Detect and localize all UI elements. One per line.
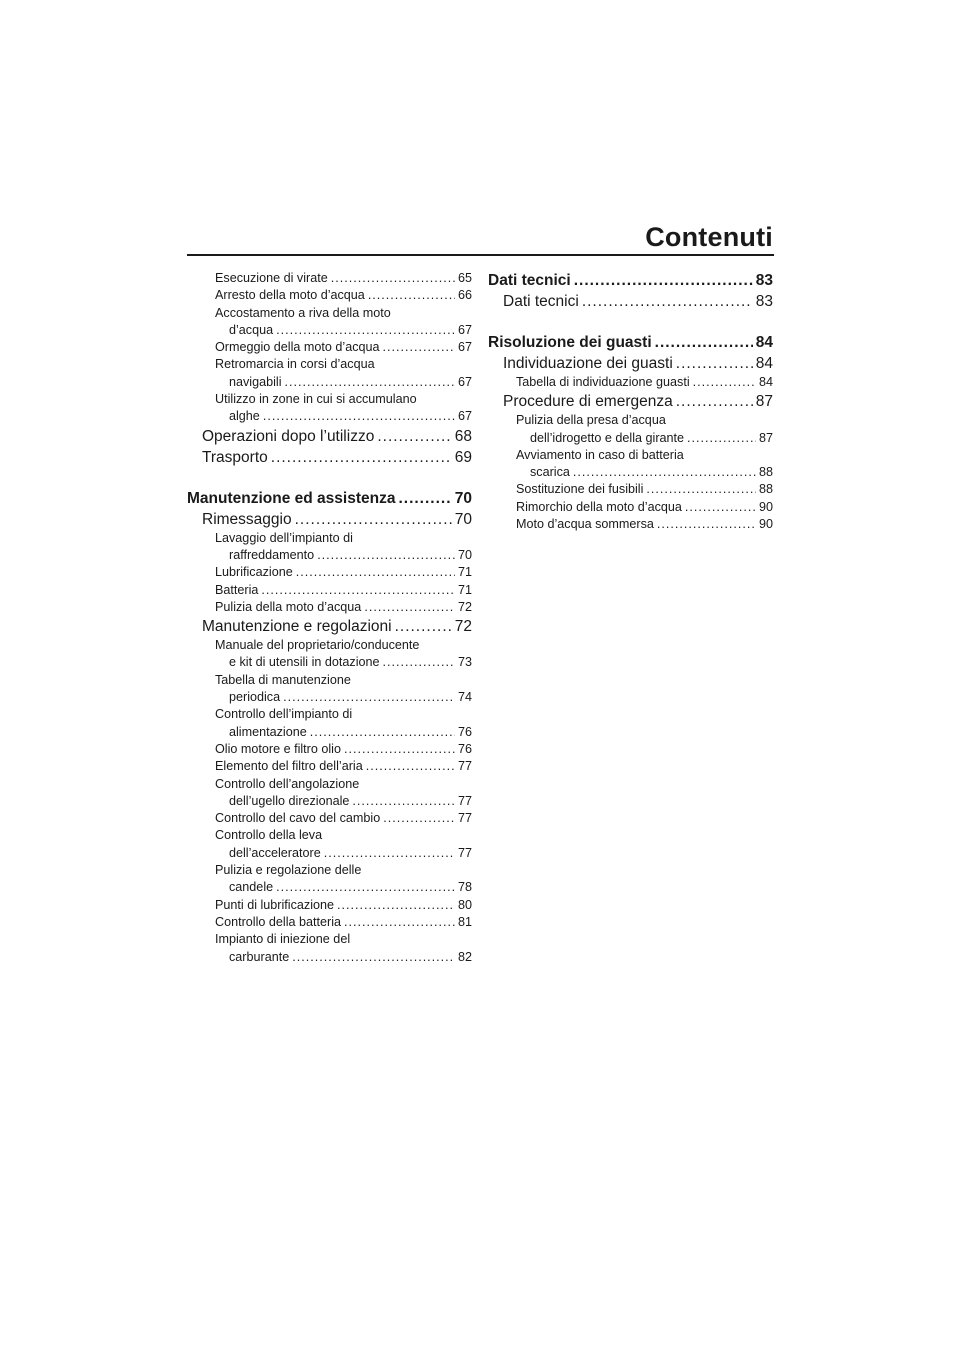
- toc-entry-page: 88: [758, 482, 773, 497]
- toc-entry-label: Procedure di emergenza: [503, 393, 673, 411]
- toc-entry[interactable]: [187, 427, 472, 447]
- toc-entry-label: navigabili: [229, 374, 282, 389]
- toc-entry-line: [215, 689, 472, 706]
- dot-leader: [364, 599, 455, 616]
- toc-entry-label: Operazioni dopo l’utilizzo: [202, 427, 375, 445]
- toc-entry-title-line: Manuale del proprietario/conducente: [215, 638, 420, 653]
- toc-entry-label: dell’ugello direzionale: [229, 793, 350, 808]
- toc-entry-page: 84: [755, 334, 773, 351]
- toc-entry-page: 87: [758, 430, 773, 445]
- toc-entry-line: [488, 332, 773, 353]
- toc-entry-title-line: Lavaggio dell’impianto di: [215, 530, 353, 545]
- toc-entry-line: [215, 270, 472, 287]
- toc-entry-title-line: Controllo dell’angolazione: [215, 776, 360, 791]
- toc-entry[interactable]: [187, 530, 472, 565]
- toc-entry-title-line: Pulizia della presa d’acqua: [516, 413, 666, 428]
- toc-entry-page: 87: [755, 393, 773, 411]
- toc-entry-label: Punti di lubrificazione: [215, 897, 335, 912]
- toc-entry-label: alghe: [229, 409, 260, 424]
- toc-entry[interactable]: [187, 914, 472, 931]
- dot-leader: [295, 510, 452, 530]
- toc-entry-title-line: Retromarcia in corsi d’acqua: [215, 357, 375, 372]
- toc-entry-line: [215, 845, 472, 862]
- toc-entry-line: [516, 464, 773, 481]
- toc-entry-label: scarica: [530, 465, 570, 480]
- dot-leader: [292, 949, 455, 966]
- toc-entry[interactable]: [488, 270, 773, 291]
- dot-leader: [366, 758, 455, 775]
- toc-entry[interactable]: [187, 672, 472, 707]
- toc-entry-line: [488, 270, 773, 291]
- toc-entry[interactable]: [187, 741, 472, 758]
- toc-entry-label: Batteria: [215, 582, 259, 597]
- toc-entry-title-line: Impianto di iniezione del: [215, 932, 351, 947]
- toc-entry-label: Dati tecnici: [503, 293, 579, 310]
- dot-leader: [582, 292, 753, 312]
- toc-entry-line: [215, 793, 472, 810]
- dot-leader: [573, 464, 756, 481]
- toc-entry-page: 90: [758, 499, 773, 514]
- toc-entry-line: [202, 510, 472, 530]
- dot-leader: [383, 339, 455, 356]
- toc-entry[interactable]: [488, 516, 773, 533]
- toc-entry[interactable]: [187, 897, 472, 914]
- dot-leader: [574, 270, 753, 291]
- dot-leader: [310, 724, 455, 741]
- toc-entry-page: 84: [758, 375, 773, 389]
- toc-entry-line: [215, 724, 472, 741]
- toc-entry-line: [215, 564, 472, 581]
- toc-entry-label: Arresto della moto d’acqua: [215, 288, 365, 303]
- toc-entry-label: Rimessaggio: [202, 510, 292, 528]
- toc-entry[interactable]: [488, 332, 773, 353]
- toc-entry[interactable]: [187, 448, 472, 468]
- toc-entry-page: 88: [758, 465, 773, 480]
- toc-entry-page: 67: [457, 409, 472, 424]
- toc-entry-page: 73: [457, 655, 472, 670]
- toc-entry-page: 77: [457, 759, 472, 774]
- dot-leader: [331, 270, 455, 287]
- dot-leader: [317, 547, 455, 564]
- toc-entry-page: 71: [457, 582, 472, 597]
- toc-entry-page: 69: [454, 448, 472, 466]
- toc-entry-page: 72: [457, 599, 472, 614]
- page-title: Contenuti: [645, 222, 773, 252]
- toc-entry[interactable]: [488, 392, 773, 412]
- toc-entry-label: Ormeggio della moto d’acqua: [215, 340, 380, 355]
- dot-leader: [352, 793, 455, 810]
- toc-entry[interactable]: [488, 354, 773, 374]
- toc-entry-page: 76: [457, 741, 472, 756]
- dot-leader: [383, 654, 455, 671]
- title-divider: [187, 254, 774, 256]
- toc-entry-page: 72: [454, 618, 472, 636]
- toc-entry[interactable]: [488, 374, 773, 391]
- dot-leader: [344, 914, 455, 931]
- toc-entry-label: Pulizia della moto d’acqua: [215, 599, 362, 614]
- toc-entry-label: Controllo del cavo del cambio: [215, 811, 381, 826]
- toc-entry-line: [202, 448, 472, 468]
- toc-entry[interactable]: [488, 481, 773, 498]
- toc-entry-line: [215, 374, 472, 391]
- toc-entry-line: [215, 547, 472, 564]
- toc-entry-title-line: Controllo della leva: [215, 828, 323, 843]
- toc-entry[interactable]: [187, 617, 472, 637]
- toc-entry-label: Moto d’acqua sommersa: [516, 517, 654, 532]
- toc-entry-label: Lubrificazione: [215, 565, 293, 580]
- toc-entry-label: Manutenzione ed assistenza: [187, 489, 396, 507]
- dot-leader: [395, 617, 452, 637]
- dot-leader: [324, 845, 455, 862]
- toc-entry[interactable]: [187, 827, 472, 862]
- toc-entry-page: 84: [755, 355, 773, 372]
- toc-entry-line: [516, 499, 773, 516]
- dot-leader: [383, 810, 455, 827]
- toc-entry[interactable]: [187, 564, 472, 581]
- toc-entry-label: d’acqua: [229, 322, 274, 337]
- dot-leader: [685, 499, 756, 516]
- toc-entry[interactable]: [187, 488, 472, 509]
- toc-entry-label: Olio motore e filtro olio: [215, 741, 341, 756]
- toc-entry-label: Individuazione dei guasti: [503, 355, 673, 372]
- toc-entry-title-line: Avviamento in caso di batteria: [516, 447, 684, 462]
- toc-entry-page: 90: [758, 517, 773, 532]
- toc-entry[interactable]: [187, 582, 472, 599]
- toc-entry-page: 70: [457, 547, 472, 562]
- toc-entry-line: [215, 654, 472, 671]
- toc-entry[interactable]: [187, 776, 472, 811]
- dot-leader: [676, 354, 753, 374]
- toc-entry-page: 68: [454, 427, 472, 445]
- toc-entry-title-line: Accostamento a riva della moto: [215, 305, 391, 320]
- toc-entry[interactable]: [187, 270, 472, 287]
- dot-leader: [687, 430, 756, 447]
- toc-entry[interactable]: [187, 287, 472, 304]
- toc-entry-line: [215, 741, 472, 758]
- toc-entry-line: [516, 430, 773, 447]
- dot-leader: [337, 897, 455, 914]
- toc-entry[interactable]: [187, 931, 472, 966]
- dot-leader: [263, 408, 455, 425]
- toc-entry[interactable]: [187, 758, 472, 775]
- toc-entry-label: Trasporto: [202, 448, 268, 466]
- toc-entry-label: periodica: [229, 690, 281, 705]
- dot-leader: [283, 689, 455, 706]
- toc-entry[interactable]: [187, 305, 472, 340]
- toc-entry-label: Manutenzione e regolazioni: [202, 618, 392, 636]
- dot-leader: [285, 374, 455, 391]
- toc-entry-line: [503, 292, 773, 312]
- dot-leader: [368, 287, 455, 304]
- toc-entry[interactable]: [488, 292, 773, 312]
- toc-entry-label: Tabella di individuazione guasti: [516, 375, 690, 389]
- toc-entry-page: 65: [457, 271, 472, 285]
- toc-entry-label: Controllo della batteria: [215, 914, 342, 929]
- dot-leader: [344, 741, 455, 758]
- toc-entry-line: [516, 481, 773, 498]
- dot-leader: [276, 322, 455, 339]
- toc-entry-line: [503, 392, 773, 412]
- toc-entry-line: [215, 322, 472, 339]
- toc-entry-page: 83: [755, 272, 773, 289]
- toc-entry[interactable]: [488, 499, 773, 516]
- toc-entry-line: [215, 582, 472, 599]
- toc-entry-page: 67: [457, 322, 472, 337]
- dot-leader: [655, 332, 753, 353]
- toc-entry-line: [215, 287, 472, 304]
- toc-entry-page: 70: [454, 510, 472, 528]
- toc-entry-line: [215, 914, 472, 931]
- toc-entry[interactable]: [187, 391, 472, 426]
- toc-entry-label: dell’idrogetto e della girante: [530, 430, 685, 445]
- toc-entry[interactable]: [187, 810, 472, 827]
- toc-entry-line: [516, 374, 773, 391]
- toc-entry-label: Elemento del filtro dell’aria: [215, 759, 363, 774]
- toc-entry[interactable]: [187, 356, 472, 391]
- toc-entry-line: [215, 758, 472, 775]
- dot-leader: [693, 374, 756, 391]
- toc-entry-page: 67: [457, 374, 472, 389]
- toc-entry[interactable]: [488, 412, 773, 447]
- toc-entry-page: 70: [454, 489, 472, 507]
- dot-leader: [646, 481, 756, 498]
- toc-entry-line: [202, 617, 472, 637]
- toc-entry-label: Dati tecnici: [488, 272, 571, 289]
- toc-left-column: [187, 270, 472, 966]
- toc-entry-page: 81: [457, 914, 472, 929]
- toc-entry-label: Risoluzione dei guasti: [488, 334, 652, 351]
- toc-entry-line: [215, 810, 472, 827]
- dot-leader: [296, 564, 455, 581]
- toc-entry-page: 71: [457, 565, 472, 580]
- toc-entry-line: [202, 427, 472, 447]
- toc-entry-page: 82: [457, 949, 472, 964]
- toc-entry[interactable]: [187, 706, 472, 741]
- toc-entry[interactable]: [488, 447, 773, 482]
- toc-entry-page: 77: [457, 793, 472, 808]
- toc-entry[interactable]: [187, 510, 472, 530]
- toc-right-column: [488, 270, 773, 533]
- toc-entry[interactable]: [187, 599, 472, 616]
- toc-entry-line: [516, 516, 773, 533]
- toc-entry-line: [215, 879, 472, 896]
- toc-entry-line: [215, 897, 472, 914]
- toc-entry-line: [187, 488, 472, 509]
- toc-entry-page: 66: [457, 288, 472, 303]
- toc-entry-label: dell’acceleratore: [229, 845, 321, 860]
- toc-entry-label: Sostituzione dei fusibili: [516, 482, 644, 497]
- toc-entry-label: Rimorchio della moto d’acqua: [516, 499, 682, 514]
- toc-entry-label: Esecuzione di virate: [215, 271, 328, 285]
- toc-entry-label: carburante: [229, 949, 290, 964]
- dot-leader: [271, 448, 452, 468]
- toc-entry-page: 80: [457, 897, 472, 912]
- toc-entry-label: candele: [229, 880, 274, 895]
- dot-leader: [261, 582, 455, 599]
- toc-entry-title-line: Utilizzo in zone in cui si accumulano: [215, 392, 417, 407]
- toc-entry-page: 74: [457, 690, 472, 705]
- toc-entry-line: [215, 949, 472, 966]
- toc-entry-title-line: Pulizia e regolazione delle: [215, 863, 362, 878]
- toc-entry-line: [215, 408, 472, 425]
- toc-entry-page: 78: [457, 880, 472, 895]
- toc-entry-page: 77: [457, 811, 472, 826]
- toc-entry-page: 83: [755, 293, 773, 310]
- toc-entry-label: raffreddamento: [229, 547, 315, 562]
- toc-entry-page: 76: [457, 724, 472, 739]
- toc-entry-line: [503, 354, 773, 374]
- toc-entry[interactable]: [187, 862, 472, 897]
- dot-leader: [398, 488, 451, 509]
- toc-entry-title-line: Tabella di manutenzione: [215, 672, 351, 687]
- dot-leader: [276, 879, 455, 896]
- toc-entry-label: e kit di utensili in dotazione: [229, 655, 380, 670]
- toc-entry-title-line: Controllo dell’impianto di: [215, 707, 353, 722]
- toc-entry[interactable]: [187, 339, 472, 356]
- toc-entry-label: alimentazione: [229, 724, 307, 739]
- toc-entry-page: 77: [457, 845, 472, 860]
- toc-entry[interactable]: [187, 637, 472, 672]
- toc-entry-page: 67: [457, 340, 472, 355]
- dot-leader: [676, 392, 753, 412]
- dot-leader: [377, 427, 451, 447]
- toc-entry-line: [215, 599, 472, 616]
- dot-leader: [657, 516, 756, 533]
- toc-entry-line: [215, 339, 472, 356]
